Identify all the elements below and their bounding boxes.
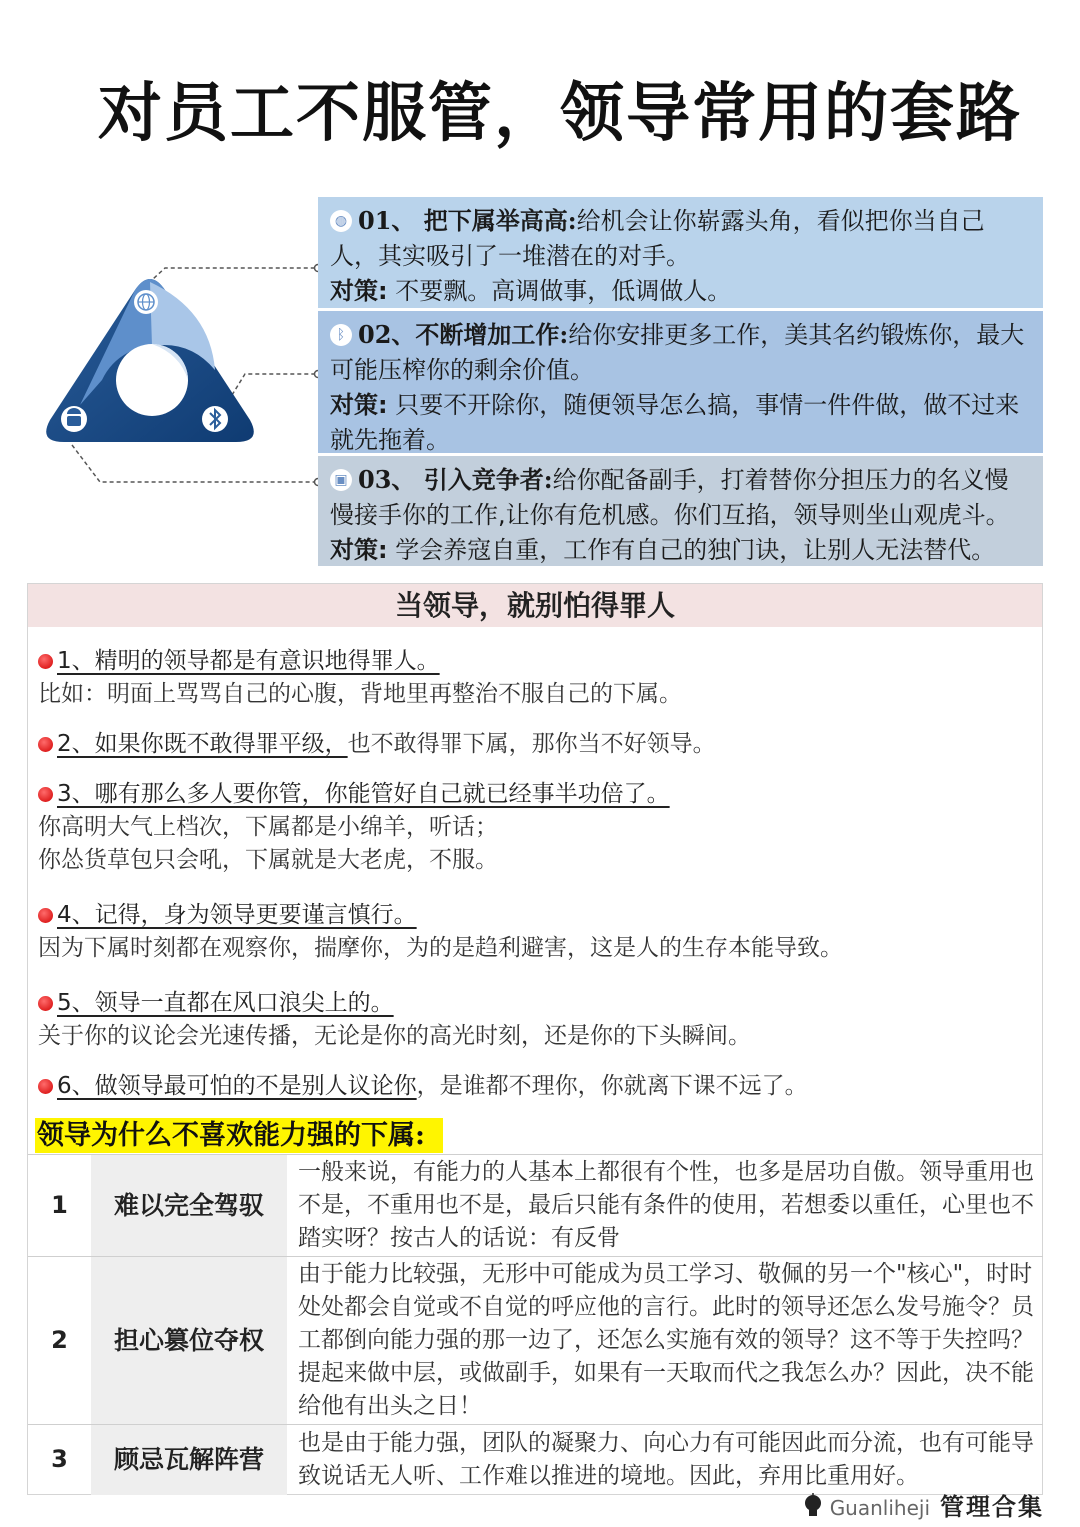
rule-inline: 也不敢得罪下属，那你当不好领导。 [347, 731, 716, 757]
globe-icon: ◍ [330, 210, 352, 232]
tactic-box-2 [318, 311, 1043, 453]
footer-brand [802, 1490, 1044, 1524]
rule-item [38, 778, 1038, 877]
tactic-body: 给机会让你崭露头角，看似把你当自己人，其实吸引了一堆潜在的对手。 [330, 207, 985, 270]
bullet-icon [38, 737, 53, 752]
tactic-head: 02、不断增加工作: [358, 320, 569, 349]
bullet-icon [38, 654, 53, 669]
table-row [28, 1425, 1043, 1495]
tactic-head: 03、 引入竞争者: [358, 465, 553, 494]
rule-inline: ，是谁都不理你，你就离下课不远了。 [416, 1073, 808, 1099]
lightbulb-icon [802, 1493, 824, 1519]
counter-label: 对策: [330, 391, 388, 419]
globe-icon [134, 290, 158, 314]
bullet-icon [38, 908, 53, 923]
tactic-box-1 [318, 197, 1043, 308]
section3-heading: 领导为什么不喜欢能力强的下属: [35, 1118, 443, 1153]
row-number: 1 [28, 1155, 91, 1257]
tactic-head: 01、 把下属举高高: [358, 206, 577, 235]
rule-detail: 关于你的议论会光速传播，无论是你的高光时刻，还是你的下头瞬间。 [38, 1023, 751, 1049]
rule-detail: 你怂货草包只会吼，下属就是大老虎，不服。 [38, 847, 498, 873]
brand-en: Guanliheji [829, 1496, 930, 1520]
rule-title: 4、记得，身为领导更要谨言慎行。 [57, 902, 417, 928]
row-number: 2 [28, 1257, 91, 1425]
rule-title: 6、做领导最可怕的不是别人议论你 [57, 1073, 417, 1099]
rule-item [38, 899, 1038, 965]
bullet-icon [38, 787, 53, 802]
section-heading: 当领导，就别怕得罪人 [28, 584, 1042, 627]
row-name: 顾忌瓦解阵营 [91, 1425, 287, 1495]
rule-title: 1、精明的领导都是有意识地得罪人。 [57, 648, 440, 674]
row-name: 难以完全驾驭 [91, 1155, 287, 1257]
bullet-icon [38, 1079, 53, 1094]
rule-item [38, 1070, 1038, 1103]
rule-detail: 因为下属时刻都在观察你，揣摩你，为的是趋利避害，这是人的生存本能导致。 [38, 935, 843, 961]
counter-text: 不要飘。高调做事，低调做人。 [395, 277, 732, 305]
bullet-icon [38, 996, 53, 1011]
rule-detail: 比如：明面上骂骂自己的心腹，背地里再整治不服自己的下属。 [38, 681, 682, 707]
table-row [28, 1155, 1043, 1257]
table-row [28, 1257, 1043, 1425]
counter-text: 只要不开除你，随便领导怎么搞，事情一件件做，做不过来就先拖着。 [330, 391, 1020, 454]
tactic-body: 给你安排更多工作，美其名约锻炼你，最大可能压榨你的剩余价值。 [330, 321, 1025, 384]
row-desc: 一般来说，有能力的人基本上都很有个性，也多是居功自傲。领导重用也不是，不重用也不是，最后只能有条件的使用，若想委以重任，心里也不踏实呀？按古人的话说：有反骨 [287, 1155, 1043, 1257]
rule-detail: 你高明大气上档次，下属都是小绵羊，听话； [38, 814, 498, 840]
android-icon: ▣ [330, 469, 352, 491]
bluetooth-icon: ᛒ [330, 324, 352, 346]
rule-title: 3、哪有那么多人要你管，你能管好自己就已经事半功倍了。 [57, 781, 670, 807]
row-desc: 也是由于能力强，团队的凝聚力、向心力有可能因此而分流，也有可能导致说话无人听、工作难以推进的境地。因此，弃用比重用好。 [287, 1425, 1043, 1495]
row-number: 3 [28, 1425, 91, 1495]
rules-list [38, 645, 1038, 1120]
triangle-graphic [40, 270, 260, 470]
android-icon [61, 406, 87, 432]
rule-title: 2、如果你既不敢得罪平级， [57, 731, 348, 757]
page-title: 对员工不服管，领导常用的套路 [98, 76, 1022, 151]
counter-text: 学会养寇自重，工作有自己的独门诀，让别人无法替代。 [395, 536, 996, 564]
rule-title: 5、领导一直都在风口浪尖上的。 [57, 990, 394, 1016]
row-desc: 由于能力比较强，无形中可能成为员工学习、敬佩的另一个"核心"，时时处处都会自觉或不自觉的呼应他的言行。此时的领导还怎么发号施令？员工都倒向能力强的那一边了，还怎么实施有效的领导？这不等于失控吗？提起来做中层，或做副手，如果有一天取而代之我怎么办？因此，决不能给他有出头之日！ [287, 1257, 1043, 1425]
row-name: 担心篡位夺权 [91, 1257, 287, 1425]
rule-item [38, 728, 1038, 761]
counter-label: 对策: [330, 536, 388, 564]
reasons-table [28, 1154, 1043, 1495]
counter-label: 对策: [330, 277, 388, 305]
brand-cn: 管理合集 [940, 1492, 1044, 1521]
bluetooth-icon [202, 406, 228, 432]
tactic-box-3 [318, 456, 1043, 566]
rule-item [38, 987, 1038, 1053]
tactic-body: 给你配备副手，打着替你分担压力的名义慢慢接手你的工作,让你有危机感。你们互掐，领导则坐山观虎斗。 [330, 466, 1010, 529]
rule-item [38, 645, 1038, 711]
